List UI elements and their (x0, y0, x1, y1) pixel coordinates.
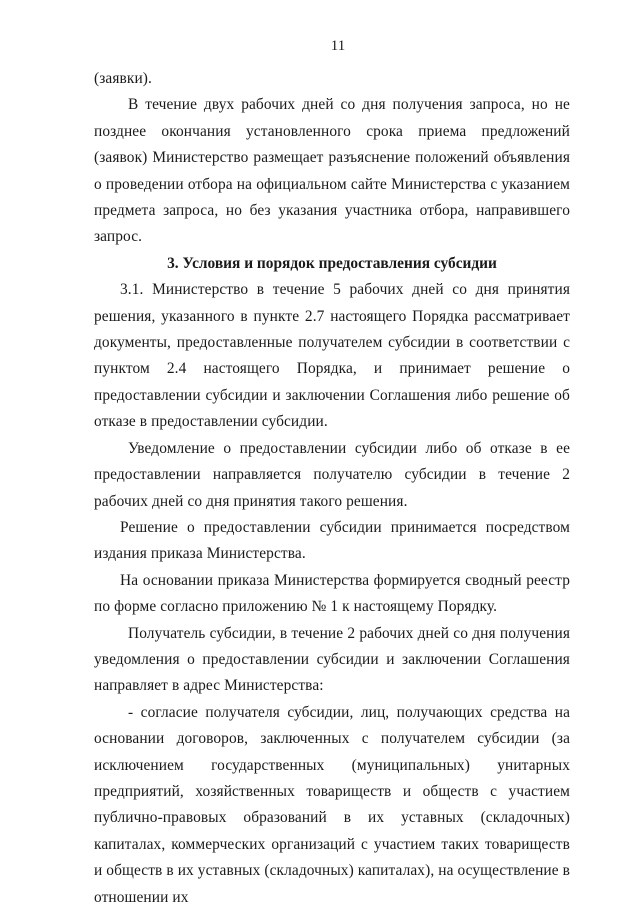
paragraph-consent-item: - согласие получателя субсидии, лиц, получающих средства на основании договоров, заключенных с получателем субсидии (за исключением государственных (муниципальных) унитарных предприятий, хозяйственных товариществ и обществ с участием публично-правовых образований в их уставных (складочных) капиталах, коммерческих организаций с участием таких товариществ и обществ в их уставных (складочных) капиталах), на осуществление в отношении их (94, 703, 570, 906)
paragraph-notification: Уведомление о предоставлении субсидии либо об отказе в ее предоставлении направляется получателю субсидии в течение 2 рабочих дней со дня принятия такого решения. (94, 439, 570, 510)
page-number: 11 (330, 38, 346, 54)
paragraph-registry: На основании приказа Министерства формируется сводный реестр по форме согласно приложению № 1 к настоящему Порядку. (94, 571, 570, 616)
paragraph-clarification-deadline: В течение двух рабочих дней со дня получения запроса, но не позднее окончания установленного срока приема предложений (заявок) Министерство размещает разъяснение положений объявления о проведении отбора на официальном сайте Министерства с указанием предмета запроса, но без указания участника отбора, направившего запрос. (94, 96, 570, 246)
document-body (94, 66, 570, 911)
section-heading: 3. Условия и порядок предоставления субсидии (167, 254, 497, 272)
paragraph-3-1: 3.1. Министерство в течение 5 рабочих дней со дня принятия решения, указанного в пункте 2.7 настоящего Порядка рассматривает документы, предоставленные получателем субсидии в соответствии с пунктом 2.4 настоящего Порядка, и принимает решение о предоставлении субсидии и заключении Соглашения либо решение об отказе в предоставлении субсидии. (94, 281, 570, 431)
paragraph-decision-order: Решение о предоставлении субсидии принимается посредством издания приказа Министерства. (94, 518, 570, 563)
paragraph-recipient-obligations: Получатель субсидии, в течение 2 рабочих дней со дня получения уведомления о предоставлении субсидии и заключении Соглашения направляет в адрес Министерства: (94, 624, 570, 695)
paragraph-continuation: (заявки). (94, 70, 152, 87)
